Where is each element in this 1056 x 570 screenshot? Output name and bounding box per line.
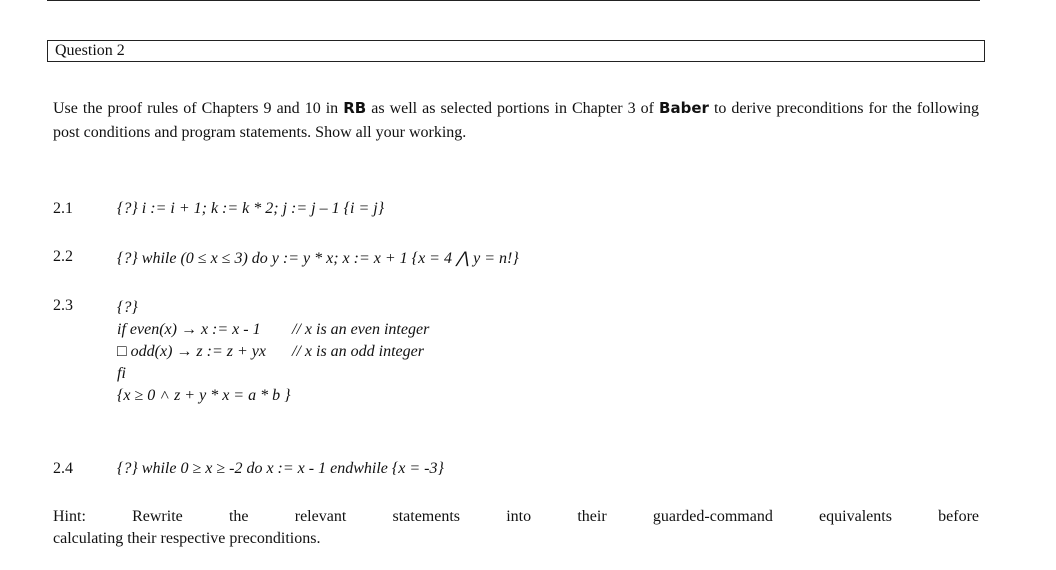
if-line [117,319,430,341]
question-label: Question 2 [55,42,125,59]
guard-code: □ odd(x) → z := z + yx [117,343,266,360]
item-statement: {?} i := i + 1; k := k * 2; j := j – 1 {i = j} [117,200,385,217]
item-number: 2.1 [53,200,73,217]
postcondition-line: {x ≥ 0 ˄ z + y * x = a * b } [117,387,291,404]
hint-line-1: Hint: Rewrite the relevant statements into their guarded-command equivalents before [53,508,979,525]
intro-text-2: as well as selected portions in Chapter 3 of [366,100,660,117]
item-number: 2.2 [53,248,73,265]
guarded-command-block [117,297,430,407]
top-rule [47,0,980,1]
intro-text-3: to derive preconditions for the following post conditions and program statements. Show all your working. [53,100,980,141]
intro-paragraph [53,96,979,145]
if-code: if even(x) → x := x - 1 [117,321,261,338]
baber-reference: Baber [659,99,709,117]
rb-reference: RB [343,99,367,117]
item-number: 2.3 [53,297,73,314]
hint-paragraph [53,506,979,550]
item-number: 2.4 [53,460,73,477]
fi-line: fi [117,365,126,382]
item-statement: {?} while (0 ≤ x ≤ 3) do y := y * x; x := x + 1 {x = 4 ⋀ y = n!} [117,250,519,267]
precondition-line: {?} [117,299,138,316]
item-statement: {?} while 0 ≥ x ≥ -2 do x := x - 1 endwhile {x = -3} [117,460,444,477]
intro-text-1: Use the proof rules of Chapters 9 and 10 in [53,100,344,117]
guard-line [117,341,424,363]
question-header [47,40,985,62]
if-comment: // x is an even integer [292,321,430,338]
guard-comment: // x is an odd integer [292,343,424,360]
hint-line-2: calculating their respective preconditions. [53,530,321,547]
